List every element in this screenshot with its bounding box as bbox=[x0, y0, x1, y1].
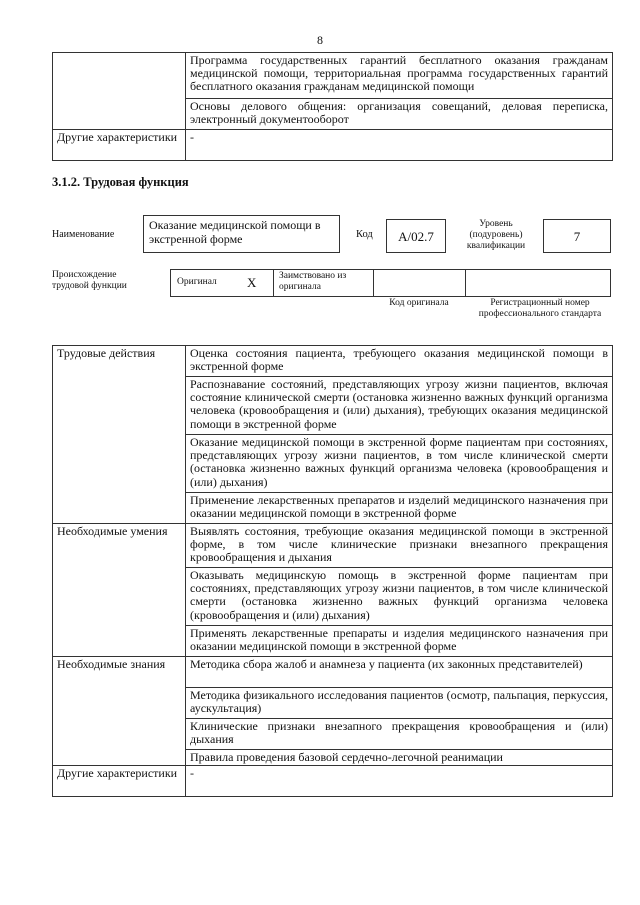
level-field: 7 bbox=[543, 219, 611, 253]
table-cell: Оценка состояния пациента, требующего оказания медицинской помощи в экстренной форме bbox=[186, 346, 613, 377]
row-label: Необходимые знания bbox=[53, 657, 186, 766]
table-cell: Программа государственных гарантий бесплатного оказания гражданам медицинской помощи, территориальная программа государственных гарантий бесплатного оказания гражданам медицинской помощи bbox=[186, 53, 613, 99]
table-row bbox=[53, 130, 613, 161]
table-row bbox=[53, 53, 613, 99]
page-number: 8 bbox=[317, 33, 323, 47]
level-label: Уровень (подуровень) квалификации bbox=[466, 219, 526, 251]
code-original-label: Код оригинала bbox=[389, 298, 449, 308]
row-label: Другие характеристики bbox=[53, 130, 186, 161]
table-row bbox=[53, 346, 613, 377]
table-row bbox=[53, 524, 613, 568]
code-field: А/02.7 bbox=[386, 219, 446, 253]
table-row bbox=[53, 657, 613, 688]
table-cell: Клинические признаки внезапного прекращения кровообращения и (или) дыхания bbox=[186, 719, 613, 750]
name-field: Оказание медицинской помощи в экстренной форме bbox=[143, 215, 340, 253]
code-label: Код bbox=[356, 229, 373, 240]
table-cell: Методика сбора жалоб и анамнеза у пациента (их законных представителей) bbox=[186, 657, 613, 688]
table-cell: Оказание медицинской помощи в экстренной форме пациентам при состояниях, представляющих угрозу жизни пациентов, в том числе клинической смерти (остановка жизненно важных функций организма человека (кровообращения и (или) дыхания) bbox=[186, 435, 613, 493]
row-label: Другие характеристики bbox=[53, 766, 186, 797]
code-original-cell bbox=[373, 269, 465, 297]
origin-table bbox=[170, 269, 611, 297]
table-cell: - bbox=[186, 766, 613, 797]
borrowed-label: Заимствовано из оригинала bbox=[279, 271, 347, 292]
origin-label: Происхождение трудовой функции bbox=[52, 270, 127, 291]
table-cell: Оказывать медицинскую помощь в экстренной форме пациентам при состояниях, представляющих угрозу жизни пациентов, в том числе клинической смерти (остановка жизненно важных функций организма человека (кровообращения и (или) дыхания) bbox=[186, 568, 613, 626]
section-title: 3.1.2. Трудовая функция bbox=[52, 175, 189, 189]
row-label bbox=[53, 53, 186, 130]
table-cell: Основы делового общения: организация совещаний, деловая переписка, электронный документооборот bbox=[186, 99, 613, 130]
table-cell: - bbox=[186, 130, 613, 161]
row-label: Необходимые умения bbox=[53, 524, 186, 657]
original-label: Оригинал bbox=[177, 277, 217, 287]
top-table bbox=[52, 52, 613, 161]
table-cell: Методика физикального исследования пациентов (осмотр, пальпация, перкуссия, аускультация) bbox=[186, 688, 613, 719]
table-cell: Применение лекарственных препаратов и изделий медицинского назначения при оказании медицинской помощи в экстренной форме bbox=[186, 493, 613, 524]
reg-number-cell bbox=[465, 269, 611, 297]
table-cell: Правила проведения базовой сердечно-легочной реанимации bbox=[186, 750, 613, 766]
row-label: Трудовые действия bbox=[53, 346, 186, 524]
table-row bbox=[53, 766, 613, 797]
reg-number-label: Регистрационный номер профессионального стандарта bbox=[478, 298, 602, 319]
table-cell: Выявлять состояния, требующие оказания медицинской помощи в экстренной форме, в том числе клинические признаки внезапного прекращения кровообращения и дыхания bbox=[186, 524, 613, 568]
table-cell: Распознавание состояний, представляющих угрозу жизни пациентов, включая состояние клинической смерти (остановка жизненно важных функций организма человека (кровообращения и (или) дыхания), требующих оказания медицинской помощи в экстренной форме bbox=[186, 377, 613, 435]
table-cell: Применять лекарственные препараты и изделия медицинского назначения при оказании медицинской помощи в экстренной форме bbox=[186, 626, 613, 657]
labor-function-table bbox=[52, 345, 613, 797]
original-mark: X bbox=[247, 275, 257, 290]
name-label: Наименование bbox=[52, 229, 115, 240]
